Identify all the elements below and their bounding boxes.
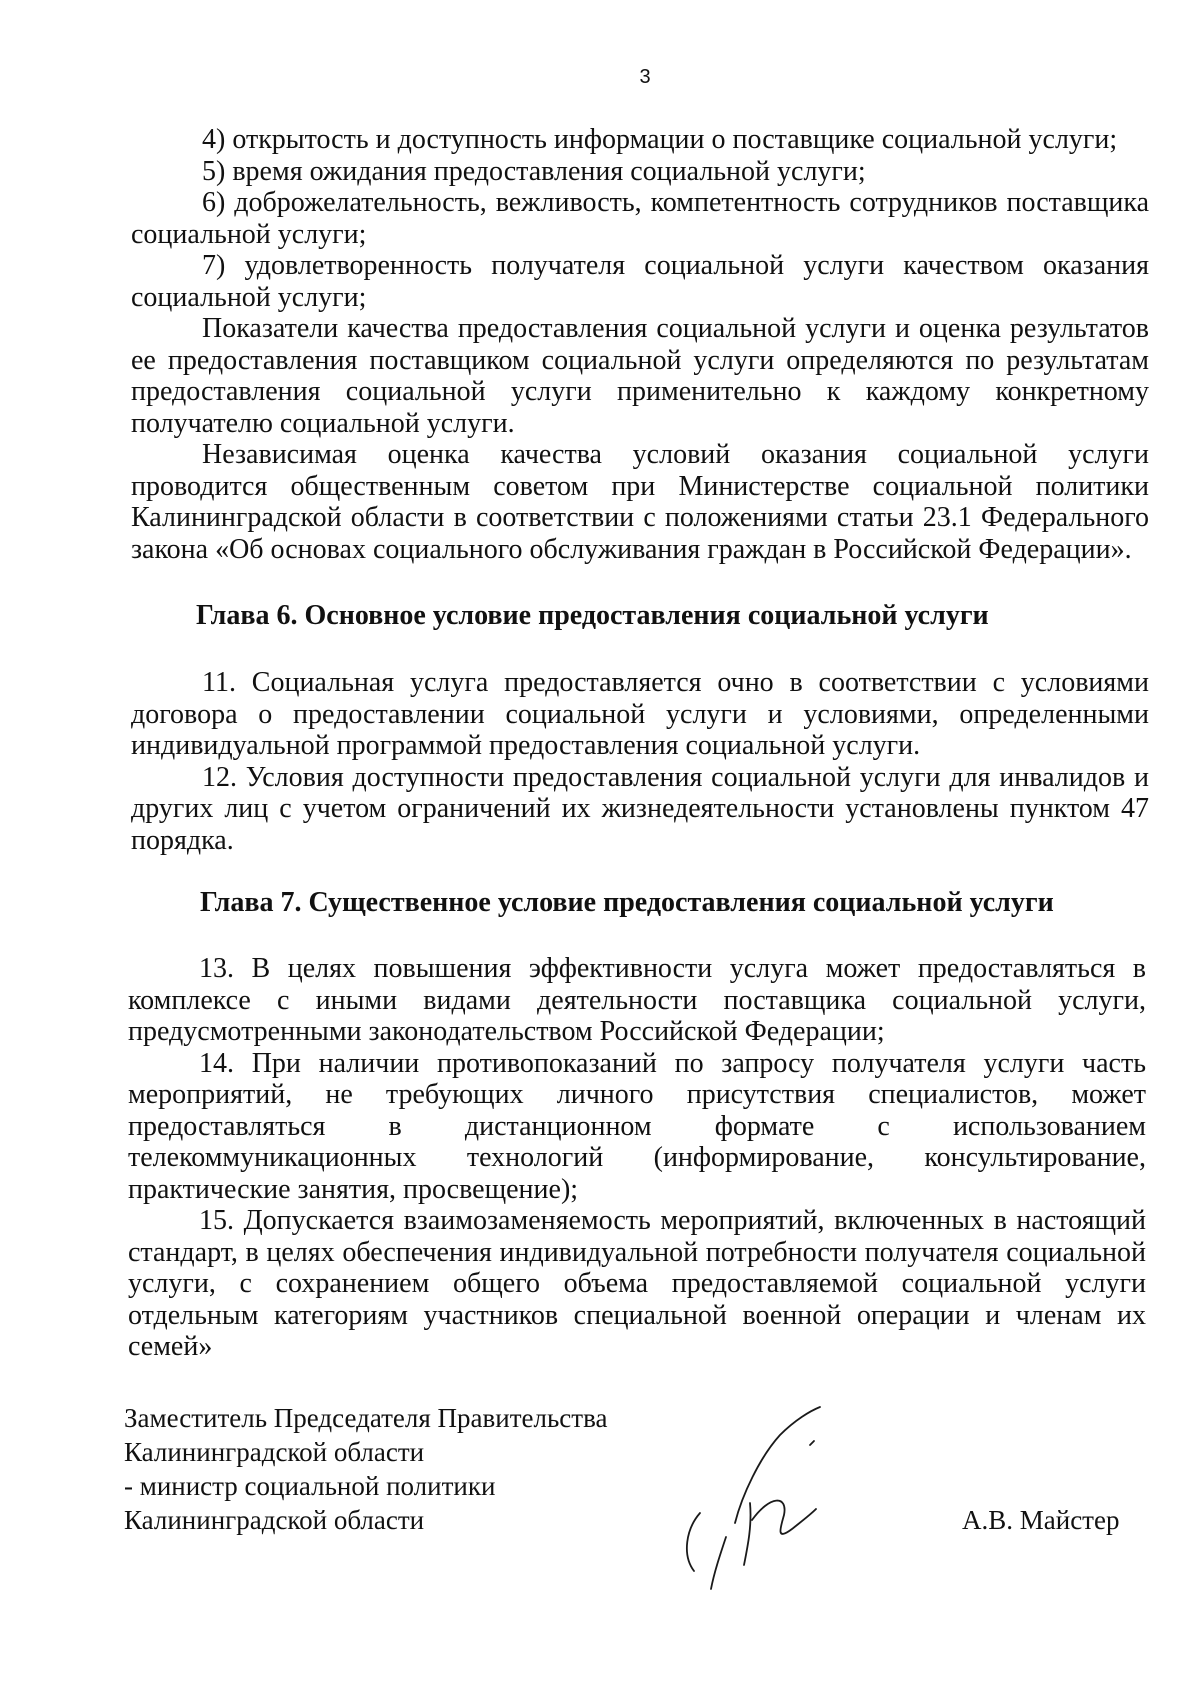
clause-paragraph: 15. Допускается взаимозаменяемость мероприятий, включенных в настоящий стандарт, в целях обеспечения индивидуальной потребности получателя социальной услуги, с сохранением общего объема предоставляемой социальной услуги отдельным категориям участников специальной военной операции и членам их семей» [128, 1205, 1146, 1362]
criterion-paragraph: 7) удовлетворенность получателя социальной услуги качеством оказания социальной услуги; [131, 250, 1149, 313]
clause-paragraph: 11. Социальная услуга предоставляется очно в соответствии с условиями договора о предоставлении социальной услуги и условиями, определенными индивидуальной программой предоставления социальной услуги. [131, 667, 1149, 761]
chapter-7-title: Глава 7. Существенное условие предоставления социальной услуги [200, 887, 1054, 918]
handwritten-signature [680, 1405, 900, 1595]
position-line: Калининградской области [124, 1505, 425, 1535]
position-line: Заместитель Председателя Правительства [124, 1403, 608, 1433]
clause-paragraph: 14. При наличии противопоказаний по запросу получателя услуги часть мероприятий, не требующих личного присутствия специалистов, может предоставляться в дистанционном формате с использованием телекоммуникационных технологий (информирование, консультирование, практические занятия, просвещение); [128, 1047, 1146, 1205]
clause-paragraph: 12. Условия доступности предоставления социальной услуги для инвалидов и других лиц с учетом ограничений их жизнедеятельности установлены пунктом 47 порядка. [131, 761, 1149, 856]
intro-criteria-section [131, 124, 1149, 565]
independent-assessment-paragraph: Независимая оценка качества условий оказания социальной услуги проводится общественным советом при Министерстве социальной политики Калининградской области в соответствии с положениями статьи 23.1 Федерального закона «Об основах социального обслуживания граждан в Российской Федерации». [131, 439, 1149, 565]
position-line: Калининградской области [124, 1437, 425, 1467]
signer-name: А.В. Майстер [962, 1505, 1120, 1535]
criterion-paragraph: 4) открытость и доступность информации о поставщике социальной услуги; [202, 124, 1118, 155]
chapter-6-title: Глава 6. Основное условие предоставления социальной услуги [196, 600, 989, 631]
criterion-paragraph: 5) время ожидания предоставления социальной услуги; [202, 155, 866, 187]
page-number: 3 [639, 66, 651, 88]
criterion-paragraph: 6) доброжелательность, вежливость, компетентность сотрудников поставщика социальной услуги; [131, 187, 1149, 250]
chapter-7-section [128, 953, 1146, 1363]
quality-indicators-paragraph: Показатели качества предоставления социальной услуги и оценка результатов ее предоставления поставщиком социальной услуги определяются по результатам предоставления социальной услуги применительно к каждому конкретному получателю социальной услуги. [131, 313, 1149, 439]
chapter-6-section [131, 667, 1149, 856]
position-line: - министр социальной политики [124, 1471, 496, 1501]
signatory-position [124, 1401, 607, 1537]
clause-paragraph: 13. В целях повышения эффективности услуга может предоставляться в комплексе с иными видами деятельности поставщика социальной услуги, предусмотренными законодательством Российской Федерации; [128, 953, 1146, 1047]
